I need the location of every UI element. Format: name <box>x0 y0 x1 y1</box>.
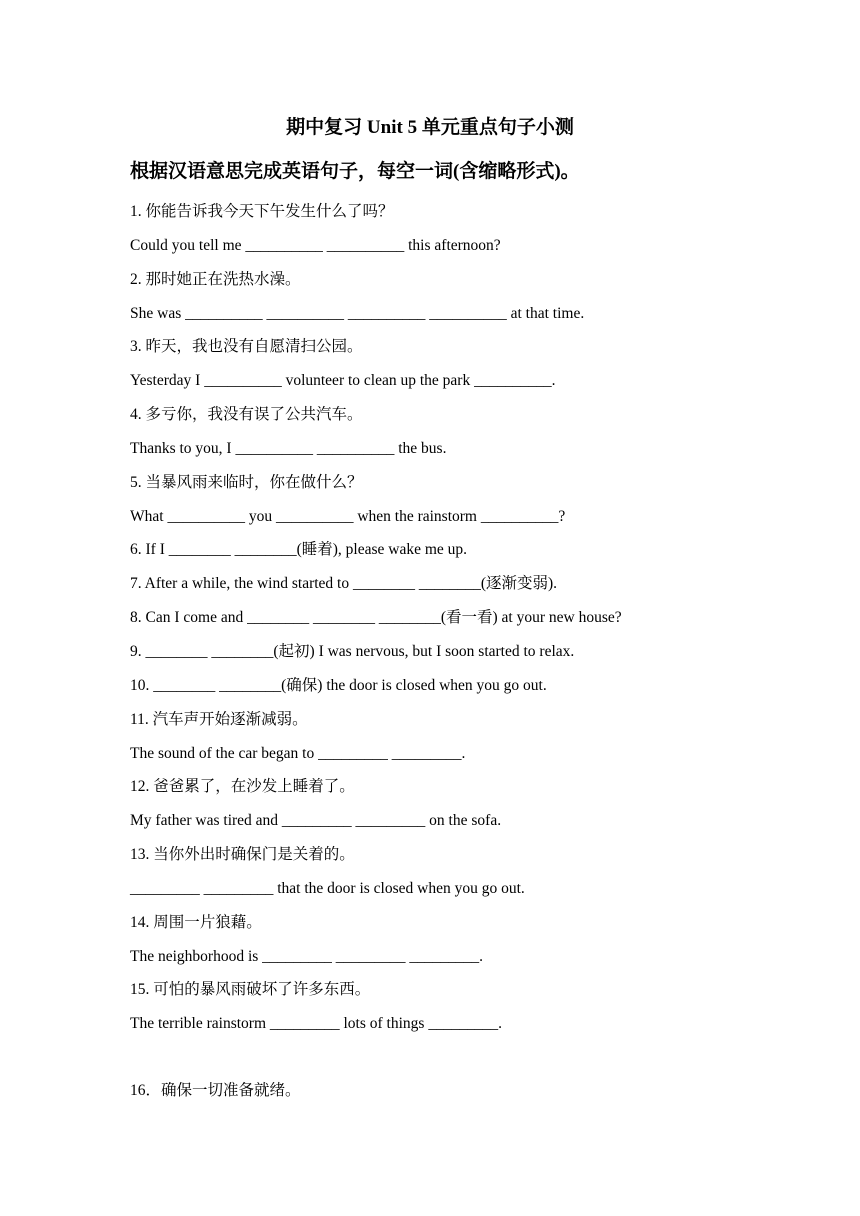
question-5-sentence: What __________ you __________ when the rainstorm __________? <box>130 507 566 525</box>
question-11-sentence: The sound of the car began to _________ _________. <box>130 744 466 762</box>
question-3-prompt: 3. 昨天，我也没有自愿清扫公园。 <box>130 338 363 356</box>
page-title: 期中复习 Unit 5 单元重点句子小测 <box>286 117 574 138</box>
question-2-prompt: 2. 那时她正在洗热水澡。 <box>130 270 301 288</box>
question-8: 8. Can I come and ________ ________ ________(看一看) at your new house? <box>130 609 622 627</box>
question-9: 9. ________ ________(起初) I was nervous, but I soon started to relax. <box>130 642 575 660</box>
question-7: 7. After a while, the wind started to ________ ________(逐渐变弱). <box>130 575 558 593</box>
question-16-prompt: 16．确保一切准备就绪。 <box>130 1082 301 1100</box>
question-11-prompt: 11. 汽车声开始逐渐减弱。 <box>130 710 308 728</box>
question-15-sentence: The terrible rainstorm _________ lots of things _________. <box>130 1015 502 1033</box>
question-14-sentence: The neighborhood is _________ _________ _________. <box>130 947 484 965</box>
question-6: 6. If I ________ ________(睡着), please wake me up. <box>130 541 468 559</box>
question-12-sentence: My father was tired and _________ _________ on the sofa. <box>130 812 502 830</box>
spacer <box>130 1045 810 1078</box>
question-4-sentence: Thanks to you, I __________ __________ the bus. <box>130 439 447 457</box>
question-3-sentence: Yesterday I __________ volunteer to clean up the park __________. <box>130 372 556 390</box>
question-10: 10. ________ ________(确保) the door is closed when you go out. <box>130 676 547 694</box>
question-14-prompt: 14. 周围一片狼藉。 <box>130 913 262 931</box>
question-1-prompt: 1. 你能告诉我今天下午发生什么了吗？ <box>130 203 394 220</box>
question-1-sentence: Could you tell me __________ __________ this afternoon? <box>130 236 501 254</box>
question-2-sentence: She was __________ __________ __________ __________ at that time. <box>130 304 585 322</box>
question-4-prompt: 4. 多亏你，我没有误了公共汽车。 <box>130 406 363 424</box>
question-13-prompt: 13. 当你外出时确保门是关着的。 <box>130 846 355 864</box>
question-list <box>130 199 810 1112</box>
question-12-prompt: 12. 爸爸累了，在沙发上睡着了。 <box>130 778 355 796</box>
question-13-sentence: _________ _________ that the door is closed when you go out. <box>130 879 525 897</box>
question-5-prompt: 5. 当暴风雨来临时，你在做什么？ <box>130 473 363 491</box>
instruction-text: 根据汉语意思完成英语句子，每空一词(含缩略形式)。 <box>130 161 580 182</box>
question-15-prompt: 15. 可怕的暴风雨破坏了许多东西。 <box>130 981 371 999</box>
